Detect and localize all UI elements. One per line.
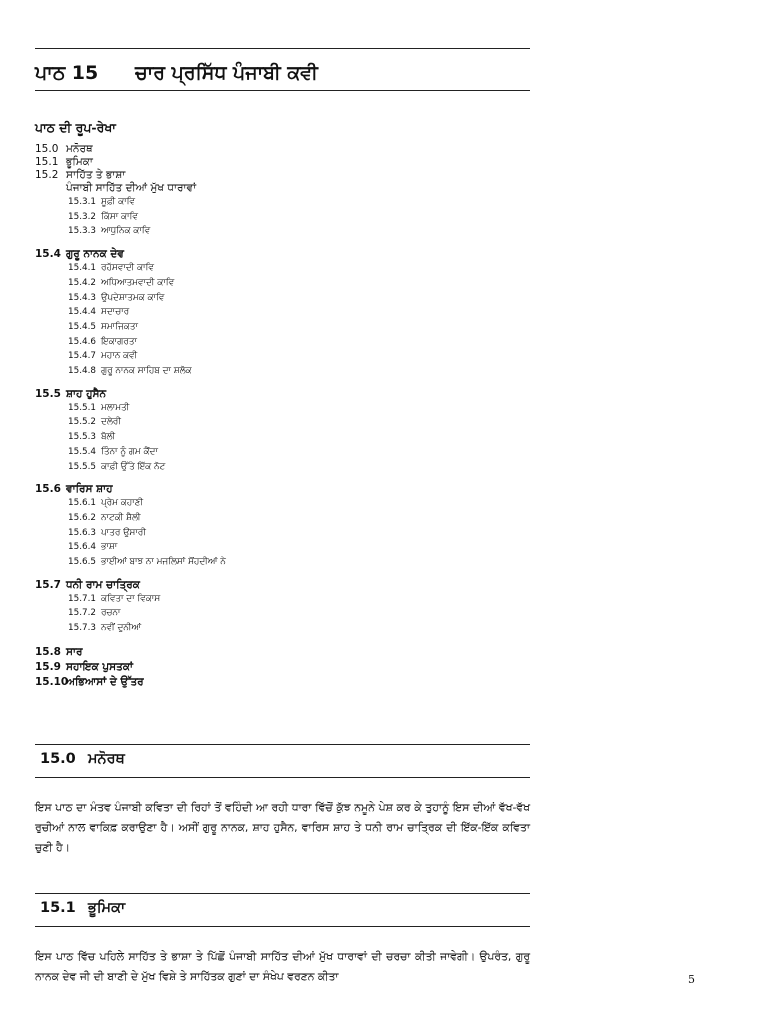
toc-subentry-label: ਆਧੁਨਿਕ ਕਾਵਿ — [101, 226, 151, 237]
toc-subentry-label: ਰਹੱਸਵਾਦੀ ਕਾਵਿ — [101, 263, 154, 274]
toc-subentry — [35, 224, 535, 239]
section-151-bottom-rule — [35, 926, 530, 927]
toc-subentry-number: 15.5.4 — [68, 446, 96, 457]
toc-entry-number: 15.2 — [35, 169, 59, 181]
toc-subentry-label: ਪਾਤਰ ਉਸਾਰੀ — [101, 527, 146, 538]
toc-subentry — [35, 276, 535, 291]
toc-entry-number: 15.8 — [35, 645, 61, 658]
toc-subentry-number: 15.6.4 — [68, 542, 96, 553]
chapter-title — [35, 62, 318, 84]
toc-subentry-number: 15.5.5 — [68, 461, 96, 472]
toc-entry-label: ਧਨੀ ਰਾਮ ਚਾਤ੍ਰਿਕ — [66, 578, 140, 591]
toc-entry — [35, 675, 535, 690]
toc-entry-continuation: ਪੰਜਾਬੀ ਸਾਹਿੱਤ ਦੀਆਂ ਮੁੱਖ ਧਾਰਾਵਾਂ — [66, 182, 197, 194]
toc-subentry-label: ਗੁਰੂ ਨਾਨਕ ਸਾਹਿਬ ਦਾ ਸ਼ਲੋਕ — [101, 366, 192, 377]
toc-subentry-label: ਮਹਾਨ ਕਵੀ — [101, 351, 138, 362]
toc-subentry-number: 15.3.1 — [68, 197, 96, 207]
toc-entry-number: 15.0 — [35, 143, 59, 155]
toc-entry-number: 15.10 — [35, 675, 69, 688]
toc-subentry-label: ਇਕਾਗਰਤਾ — [101, 336, 137, 347]
toc-group-guru-nanak — [35, 248, 535, 379]
toc-group-shah-hussain — [35, 388, 535, 475]
toc-entry-number: 15.5 — [35, 387, 61, 400]
toc-entry-label: ਸਾਹਿੱਤ ਤੇ ਭਾਸ਼ਾ — [66, 169, 126, 181]
toc-subentry-label: ਸਮਾਜਿਕਤਾ — [101, 321, 138, 332]
toc-subentry-label: ਅਧਿਆਤਮਵਾਦੀ ਕਾਵਿ — [101, 277, 175, 288]
toc-subentry-label: ਭਾਸ਼ਾ — [101, 542, 118, 553]
section-150-bottom-rule — [35, 777, 530, 778]
toc-subentry — [35, 305, 535, 320]
toc-subentry-number: 15.4.2 — [68, 277, 96, 288]
toc-subentry-number: 15.7.2 — [68, 608, 96, 619]
toc-group-waris-shah — [35, 483, 535, 570]
toc-subentry — [35, 320, 535, 335]
section-150-top-rule — [35, 744, 530, 745]
toc-entry-label: ਗੁਰੂ ਨਾਨਕ ਦੇਵ — [66, 248, 124, 261]
chapter-number: ਪਾਠ 15 — [35, 62, 99, 84]
section-150-heading — [40, 751, 125, 767]
toc-subentry-number: 15.7.3 — [68, 623, 96, 634]
section-151-heading — [40, 900, 125, 916]
toc-entry-label: ਸ਼ਾਹ ਹੁਸੈਨ — [66, 387, 107, 400]
toc-subentry-label: ਕਿੱਸਾ ਕਾਵਿ — [101, 211, 138, 222]
toc-group-intro — [35, 143, 535, 239]
section-151-top-rule — [35, 893, 530, 894]
toc-entry — [35, 388, 535, 401]
toc-subentry-label: ਕਾਫ਼ੀ ਉੱਤੇ ਇੱਕ ਨੋਟ — [101, 461, 166, 472]
toc-subentry-label: ਪ੍ਰੇਮ ਕਹਾਣੀ — [101, 498, 144, 509]
top-rule — [35, 48, 530, 49]
toc-subentry-label: ਨਾਟਕੀ ਸ਼ੈਲੀ — [101, 512, 141, 523]
toc-subentry-label: ਕਵਿਤਾ ਦਾ ਵਿਕਾਸ — [101, 593, 161, 604]
section-150-paragraph: ਇਸ ਪਾਠ ਦਾ ਮੰਤਵ ਪੰਜਾਬੀ ਕਵਿਤਾ ਦੀ ਰਿਹਾਂ ਤੋਂ ਵਹਿੰਦੀ ਆ ਰਹੀ ਧਾਰਾ ਵਿੱਚੋਂ ਕੁੱਝ ਨਮੂਨੇ ਪੇਸ਼ ਕਰ ਕੇ ਤੁਹਾਨੂੰ ਇਸ ਦੀਆਂ ਵੱਖ-ਵੱਖ ਰੁਚੀਆਂ ਨਾਲ ਵਾਕਿਫ਼ ਕਰਾਉਣਾ ਹੈ। ਅਸੀਂ ਗੁਰੂ ਨਾਨਕ, ਸ਼ਾਹ ਹੁਸੈਨ, ਵਾਰਿਸ ਸ਼ਾਹ ਤੇ ਧਨੀ ਰਾਮ ਚਾਤ੍ਰਿਕ ਦੀ ਇੱਕ-ਇੱਕ ਕਵਿਤਾ ਚੁਣੀ ਹੈ। — [35, 801, 530, 854]
section-151-number: 15.1 — [40, 900, 76, 916]
toc-subentry — [35, 526, 535, 541]
section-151-paragraph: ਇਸ ਪਾਠ ਵਿੱਚ ਪਹਿਲੇ ਸਾਹਿੱਤ ਤੇ ਭਾਸ਼ਾ ਤੇ ਪਿੱਛੋਂ ਪੰਜਾਬੀ ਸਾਹਿੱਤ ਦੀਆਂ ਮੁੱਖ ਧਾਰਾਵਾਂ ਦੀ ਚਰਚਾ ਕੀਤੀ ਜਾਵੇਗੀ। ਉਪਰੰਤ, ਗੁਰੂ ਨਾਨਕ ਦੇਵ ਜੀ ਦੀ ਬਾਣੀ ਦੇ ਮੁੱਖ ਵਿਸ਼ੇ ਤੇ ਸਾਹਿੱਤਕ ਗੁਣਾਂ ਦਾ ਸੰਖੇਪ ਵਰਣਨ ਕੀਤਾ — [35, 950, 530, 983]
toc-subentry-label: ਸਦਾਚਾਰ — [101, 307, 130, 318]
toc-entry-number: 15.9 — [35, 660, 61, 673]
toc-subentry-number: 15.6.2 — [68, 512, 96, 523]
toc-subentry-number: 15.5.1 — [68, 402, 96, 413]
toc-entry-label: ਸਾਰ — [66, 645, 83, 658]
section-150-number: 15.0 — [40, 751, 76, 767]
toc-group-final — [35, 645, 535, 690]
toc-subentry-number: 15.3.3 — [68, 226, 96, 237]
toc-entry — [35, 143, 535, 156]
toc-subentry — [35, 540, 535, 555]
toc-subentry-label: ਤਿੰਨਾ ਨੂੰ ਗਮ ਕੈਂਦਾ — [101, 446, 158, 457]
toc-subentry — [35, 335, 535, 350]
toc-subentry-number: 15.6.1 — [68, 498, 96, 509]
toc-subentry-label: ਮਲਾਮਤੀ — [101, 402, 130, 413]
toc-subentry-number: 15.3.2 — [68, 211, 96, 222]
toc-subentry — [35, 496, 535, 511]
toc-entry — [35, 248, 535, 261]
toc-subentry-label: ਨਵੀਂ ਦੁਨੀਆਂ — [101, 623, 142, 634]
table-of-contents — [35, 143, 535, 699]
toc-subentry — [35, 210, 535, 225]
toc-entry-number: 15.4 — [35, 248, 61, 261]
toc-subentry-label: ਬੋਲੀ — [101, 432, 116, 443]
toc-entry-label: ਭੂਮਿਕਾ — [66, 156, 93, 168]
toc-subentry — [35, 291, 535, 306]
toc-group-chatrik — [35, 579, 535, 636]
toc-subentry — [35, 261, 535, 276]
toc-subentry-number: 15.5.3 — [68, 432, 96, 443]
toc-subentry-number: 15.4.7 — [68, 351, 96, 362]
toc-subentry-label: ਦਲੇਰੀ — [101, 417, 121, 428]
toc-entry-label: ਸਹਾਇਕ ਪੁਸਤਕਾਂ — [66, 660, 134, 673]
toc-subentry — [35, 511, 535, 526]
toc-entry-number: 15.1 — [35, 156, 59, 168]
toc-entry-number: 15.7 — [35, 578, 61, 591]
toc-subentry-number: 15.4.4 — [68, 307, 96, 318]
toc-entry — [35, 579, 535, 592]
toc-subentry-label: ਰਚਨਾ — [101, 608, 121, 619]
toc-entry — [35, 156, 535, 169]
toc-entry-label: ਅਭਿਆਸਾਂ ਦੇ ਉੱਤਰ — [66, 675, 144, 688]
chapter-title-text: ਚਾਰ ਪ੍ਰਸਿੱਧ ਪੰਜਾਬੀ ਕਵੀ — [135, 62, 318, 84]
toc-subentry-number: 15.4.5 — [68, 321, 96, 332]
toc-subentry — [35, 621, 535, 636]
toc-entry — [35, 169, 535, 182]
toc-subentry-number: 15.4.3 — [68, 292, 96, 303]
toc-subentry-number: 15.4.6 — [68, 336, 96, 347]
toc-subentry-number: 15.4.1 — [68, 263, 96, 274]
chapter-rule — [35, 90, 530, 91]
toc-entry — [35, 645, 535, 660]
toc-subentry-number: 15.6.5 — [68, 557, 96, 568]
toc-subentry — [35, 349, 535, 364]
toc-subentry — [35, 401, 535, 416]
toc-entry-label: ਵਾਰਿਸ ਸ਼ਾਹ — [66, 483, 113, 496]
toc-subentry-number: 15.7.1 — [68, 593, 96, 604]
toc-subentry — [35, 555, 535, 570]
toc-entry — [35, 483, 535, 496]
page-number: 5 — [688, 973, 695, 986]
toc-subentry — [35, 445, 535, 460]
toc-entry-number: 15.6 — [35, 483, 61, 496]
toc-subentry — [35, 592, 535, 607]
toc-subentry-label: ਉਪਦੇਸ਼ਾਤਮਕ ਕਾਵਿ — [101, 292, 165, 303]
toc-entry — [35, 660, 535, 675]
toc-subentry — [35, 415, 535, 430]
section-151-title: ਭੂਮਿਕਾ — [88, 900, 126, 916]
toc-entry-label: ਮਨੋਰਥ — [66, 143, 93, 155]
toc-subentry — [35, 364, 535, 379]
section-150-title: ਮਨੋਰਥ — [88, 751, 125, 767]
toc-subentry-number: 15.6.3 — [68, 527, 96, 538]
toc-subentry — [35, 430, 535, 445]
outline-heading: ਪਾਠ ਦੀ ਰੂਪ-ਰੇਖਾ — [35, 120, 116, 135]
toc-subentry — [35, 606, 535, 621]
toc-subentry-number: 15.5.2 — [68, 417, 96, 428]
toc-subentry-number: 15.4.8 — [68, 366, 96, 377]
toc-subentry — [35, 195, 535, 210]
toc-subentry-label: ਸੂਫ਼ੀ ਕਾਵਿ — [101, 197, 135, 207]
toc-subentry — [35, 460, 535, 475]
toc-subentry-label: ਭਾਈਆਂ ਬਾਝ ਨਾ ਮਜਲਿਸਾਂ ਸੋਂਹਦੀਆਂ ਨੇ — [101, 557, 226, 568]
